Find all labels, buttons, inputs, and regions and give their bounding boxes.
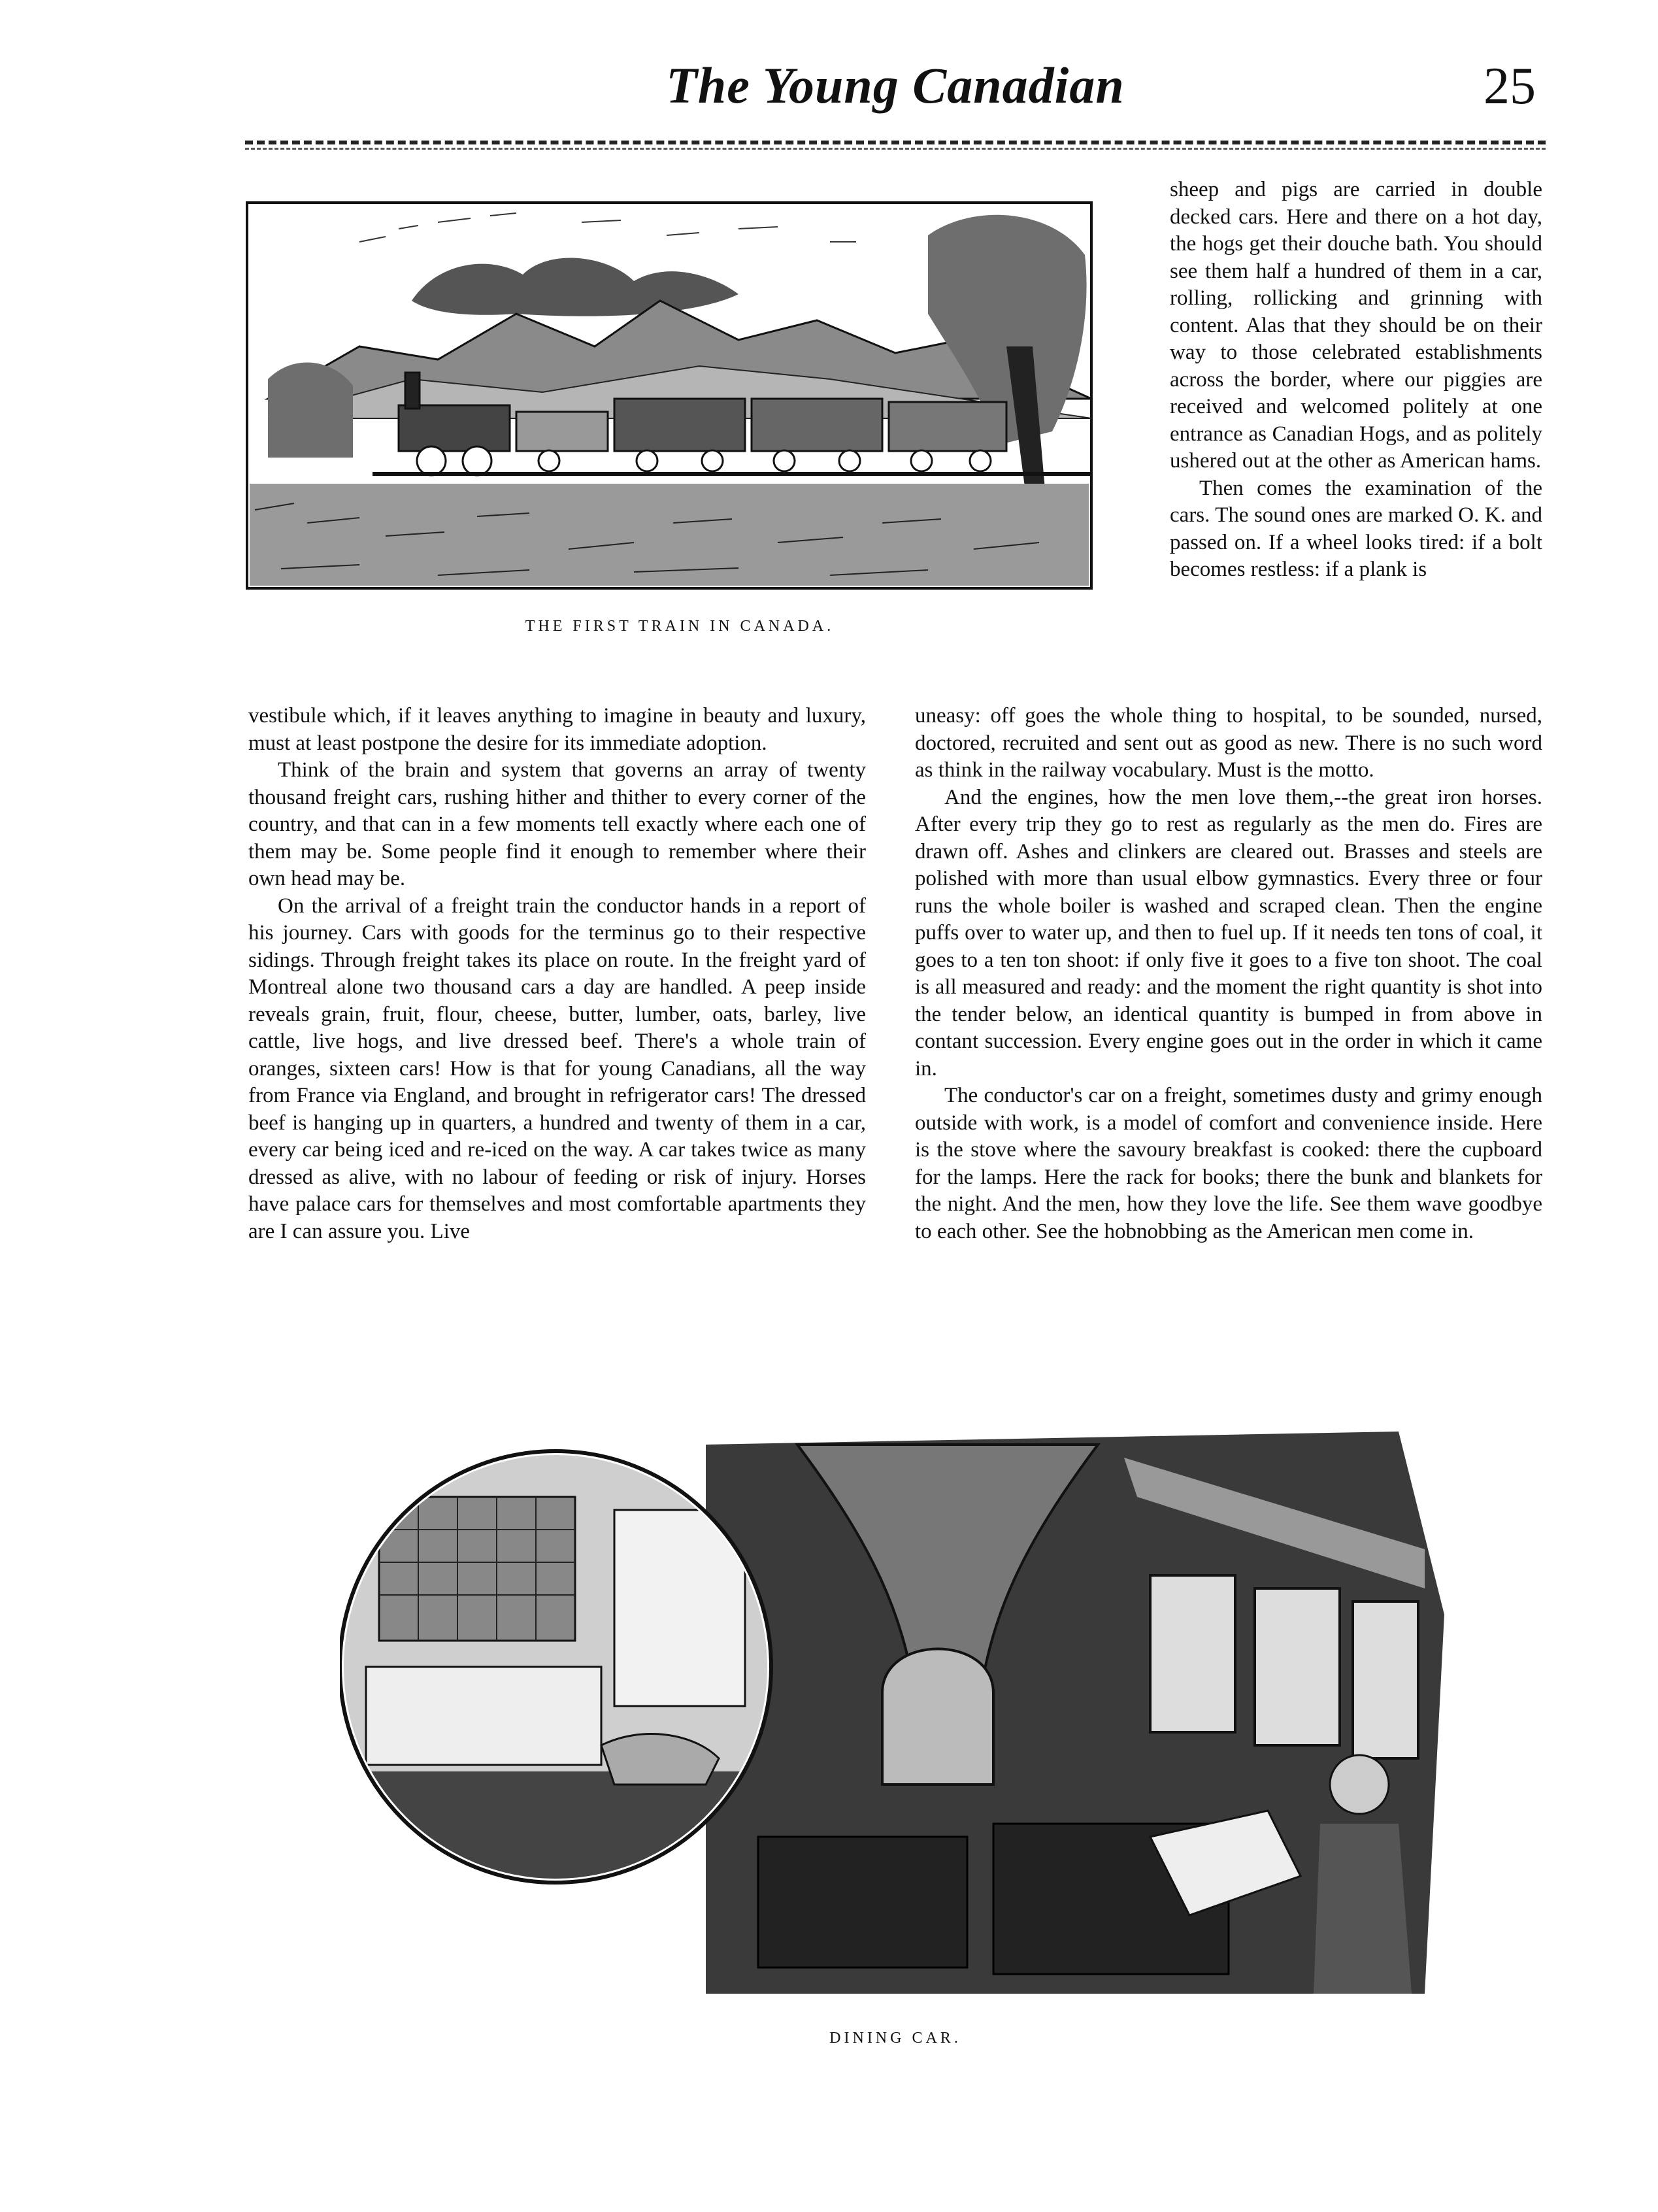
dining-car-engraving	[340, 1418, 1451, 2007]
page-number: 25	[1484, 58, 1536, 115]
paragraph: On the arrival of a freight train the conductor hands in a report of his journey. Cars with goods for the terminus go to their respective sidings. Through freight takes its place on route. In the freight yard of Montreal alone two thousand cars a day are handled. A peep inside reveals grain, fruit, flour, cheese, butter, lumber, oats, barley, live cattle, live hogs, and live dressed beef. There's a whole train of oranges, sixteen cars! How is that for young Canadians, all the way from France via England, and brought in refrigerator cars! The dressed beef is hanging up in quarters, a hundred and twenty of them in a car, every car being iced and re-iced on the way. A car takes twice as many dressed as alive, with no labour of feeding or risk of injury. Horses have palace cars for themselves and most comfortable apartments they are I can assure you. Live	[248, 894, 866, 1243]
header-rule	[245, 141, 1546, 144]
paragraph: Think of the brain and system that governs an array of twenty thousand freight cars, rushing hither and thither to every corner of the country, and that can in a few moments tell exactly where each one of them may be. Some people find it enough to remember where their own head may be.	[248, 758, 866, 890]
left-column	[248, 703, 866, 1245]
header-rule-secondary	[245, 148, 1546, 150]
paragraph: Then comes the examination of the cars. The sound ones are marked O. K. and passed on. If a wheel looks tired: if a bolt becomes restless: if a plank is	[1170, 476, 1542, 581]
dining-car-caption: DINING CAR.	[829, 2030, 961, 2047]
paragraph: The conductor's car on a freight, sometimes dusty and grimy enough outside with work, is a model of comfort and convenience inside. Here is the stove where the savoury breakfast is cooked: there the cupboard for the lamps. Here the rack for books; there the bunk and blankets for the night. And the men, how they love the life. See them wave goodbye to each other. See the hobnobbing as the American men come in.	[915, 1084, 1542, 1243]
paragraph: And the engines, how the men love them,--the great iron horses. After every trip they go to rest as regularly as the men do. Fires are drawn off. Ashes and clinkers are cleared out. Brasses and steels are polished with more than usual elbow gymnastics. Every three or four runs the whole boiler is washed and scraped clean. Then the engine puffs over to water up, and then to fuel up. If it needs ten tons of coal, it goes to a ten ton shoot: if only five it goes to a five ton shoot. The coal is all measured and ready: and the moment the right quantity is shot into the tender below, an identical quantity is bumped in from above in contant succession. Every engine goes out in the order in which it came in.	[915, 785, 1542, 1081]
first-train-caption: THE FIRST TRAIN IN CANADA.	[525, 618, 835, 635]
masthead-title: The Young Canadian	[666, 57, 1125, 114]
dining-car-illustration	[340, 1418, 1451, 2007]
paragraph: uneasy: off goes the whole thing to hospital, to be sounded, nursed, doctored, recruited and sent out as good as new. There is no such word as think in the railway vocabulary. Must is the motto.	[915, 704, 1542, 782]
first-train-illustration	[242, 183, 1098, 592]
paragraph: vestibule which, if it leaves anything to imagine in beauty and luxury, must at least postpone the desire for its immediate adoption.	[248, 704, 866, 755]
right-column-top	[1170, 176, 1542, 584]
right-column-lower	[915, 703, 1542, 1245]
paragraph: sheep and pigs are carried in double decked cars. Here and there on a hot day, the hogs get their douche bath. You should see them half a hundred of them in a car, rolling, rollicking and grinning with content. Alas that they should be on their way to those celebrated establishments across the border, where our piggies are received and welcomed politely at one entrance as Canadian Hogs, and as politely ushered out at the other as American hams.	[1170, 178, 1542, 473]
first-train-engraving	[242, 183, 1098, 592]
